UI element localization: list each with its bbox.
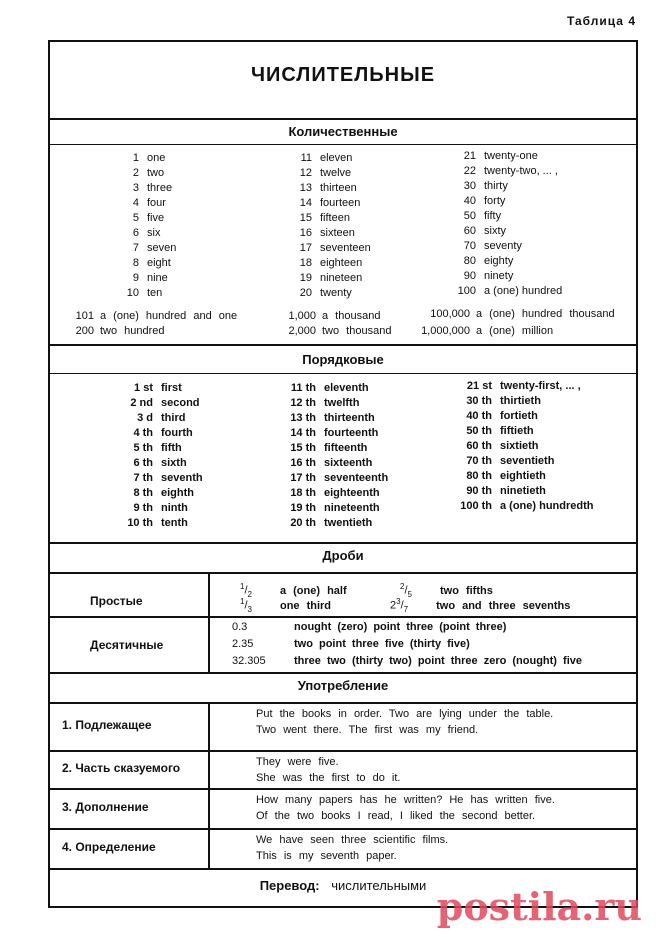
number-row <box>434 225 506 237</box>
number-value: 1 st <box>134 382 153 394</box>
usage-example: How many papers has he written? He has written five. <box>256 794 555 806</box>
number-value: 50 <box>463 210 476 222</box>
number-row <box>274 257 362 269</box>
number-row <box>430 440 539 452</box>
number-word: sixteenth <box>324 457 373 469</box>
number-value: 22 <box>463 165 476 177</box>
number-word: two hundred <box>100 325 165 337</box>
fraction-row <box>390 597 570 614</box>
usage-example: Of the two books I read, I liked the second better. <box>256 810 536 822</box>
number-row <box>270 427 378 439</box>
decimal-value: 32.305 <box>232 655 266 667</box>
fraction-numerator: 1 <box>240 582 245 591</box>
decimal-word: two point three five (thirty five) <box>294 638 470 650</box>
number-value: 17 <box>299 242 312 254</box>
number-row <box>105 397 200 409</box>
fraction-row <box>240 597 331 614</box>
fraction-slash: / <box>244 599 248 612</box>
divider <box>50 344 636 346</box>
number-row <box>430 380 581 392</box>
number-value: 14 th <box>290 427 316 439</box>
number-value: 1 <box>132 152 139 164</box>
number-word: five <box>147 212 165 224</box>
number-value: 9 th <box>133 502 153 514</box>
number-value: 21 <box>463 150 476 162</box>
number-word: thirtieth <box>500 395 541 407</box>
number-value: 70 <box>463 240 476 252</box>
decimal-value: 0.3 <box>232 621 248 633</box>
number-word: eleventh <box>324 382 369 394</box>
number-value: 4 <box>132 197 139 209</box>
number-value: 70 th <box>466 455 492 467</box>
number-row <box>434 285 562 297</box>
number-row <box>430 455 554 467</box>
watermark-logo: postila.ru <box>436 884 642 929</box>
fraction-word: two fifths <box>439 584 493 597</box>
number-word: sixty <box>484 225 506 237</box>
number-word: fifteen <box>320 212 350 224</box>
number-word: seventy <box>484 240 522 252</box>
translation-label: Перевод: <box>259 878 320 893</box>
number-value: 20 th <box>290 517 316 529</box>
divider <box>50 373 636 374</box>
number-value: 15 th <box>290 442 316 454</box>
number-value: 5 <box>132 212 139 224</box>
fraction-denominator: 3 <box>247 604 252 614</box>
number-word: a (one) hundred thousand <box>476 308 615 320</box>
number-row <box>105 242 176 254</box>
number-row <box>270 502 380 514</box>
number-word: twelfth <box>324 397 360 409</box>
number-word: seven <box>147 242 177 254</box>
number-row <box>274 212 350 224</box>
number-row <box>274 197 360 209</box>
number-value: 30 <box>463 180 476 192</box>
section-header-usage: Употребление <box>297 678 389 693</box>
fraction-word: a (one) half <box>279 584 347 597</box>
number-word: twenty-first, ... , <box>500 380 581 392</box>
number-value: 40 th <box>466 410 492 422</box>
fraction-numerator: 2 <box>400 582 405 591</box>
number-value: 11 <box>300 152 312 164</box>
number-row <box>274 182 357 194</box>
section-header-cardinal: Количественные <box>288 124 398 139</box>
number-word: tenth <box>161 517 188 529</box>
number-row <box>410 308 615 320</box>
number-value: 19 th <box>290 502 316 514</box>
number-word: two <box>147 167 165 179</box>
number-word: first <box>161 382 182 394</box>
number-row <box>105 487 194 499</box>
number-value: 13 th <box>290 412 316 424</box>
number-row <box>105 197 166 209</box>
fraction-word: two and three sevenths <box>436 599 571 612</box>
divider <box>50 542 636 544</box>
usage-example: Put the books in order. Two are lying under the table. <box>256 708 554 720</box>
number-row <box>434 210 501 222</box>
divider <box>50 616 636 618</box>
number-word: six <box>147 227 161 239</box>
number-value: 30 th <box>466 395 492 407</box>
section-header-ordinal: Порядковые <box>302 352 384 367</box>
number-row <box>434 240 522 252</box>
divider <box>50 750 636 752</box>
number-word: nineteenth <box>324 502 380 514</box>
number-word: thirty <box>484 180 508 192</box>
page-title: ЧИСЛИТЕЛЬНЫЕ <box>250 64 436 86</box>
number-word: thirteen <box>320 182 357 194</box>
numerals-table <box>48 40 638 908</box>
number-value: 5 th <box>133 442 153 454</box>
number-row <box>270 412 375 424</box>
divider <box>50 868 636 870</box>
number-row <box>434 180 508 192</box>
number-row <box>54 325 165 337</box>
number-value: 2 <box>132 167 139 179</box>
number-word: seventeenth <box>324 472 389 484</box>
number-word: third <box>161 412 186 424</box>
number-row <box>274 167 351 179</box>
table-number-label: Таблица 4 <box>566 14 636 28</box>
usage-label: 2. Часть сказуемого <box>62 761 181 775</box>
number-word: sixteen <box>320 227 355 239</box>
number-word: two thousand <box>322 325 392 337</box>
number-value: 6 <box>132 227 139 239</box>
number-word: ninety <box>484 270 514 282</box>
divider <box>208 572 210 672</box>
number-word: fifty <box>484 210 502 222</box>
number-value: 15 <box>299 212 312 224</box>
number-word: fiftieth <box>500 425 534 437</box>
number-row <box>270 487 380 499</box>
number-value: 60 <box>463 225 476 237</box>
usage-example: Two went there. The first was my friend. <box>256 724 479 736</box>
number-row <box>270 382 369 394</box>
number-value: 11 th <box>290 382 316 394</box>
number-word: twenty-one <box>484 150 538 162</box>
fraction-numerator: 3 <box>396 597 401 606</box>
number-row <box>105 442 182 454</box>
number-value: 16 th <box>290 457 316 469</box>
number-value: 100 th <box>460 500 492 512</box>
number-word: fifth <box>161 442 182 454</box>
number-word: ninetieth <box>500 485 546 497</box>
decimal-word: three two (thirty two) point three zero (nought) five <box>294 655 582 667</box>
usage-example: She was the first to do it. <box>256 772 401 784</box>
number-value: 14 <box>299 197 312 209</box>
number-value: 50 th <box>466 425 492 437</box>
number-row <box>105 472 203 484</box>
number-word: twentieth <box>324 517 373 529</box>
number-value: 13 <box>299 182 312 194</box>
number-word: eleven <box>320 152 353 164</box>
number-word: eighteenth <box>324 487 380 499</box>
number-row <box>270 457 372 469</box>
number-word: forty <box>484 195 506 207</box>
number-row <box>105 152 165 164</box>
number-row <box>105 257 171 269</box>
decimal-row <box>232 621 506 633</box>
number-value: 90 <box>463 270 476 282</box>
number-row <box>430 470 546 482</box>
fraction-whole: 2 <box>390 599 397 612</box>
number-value: 4 th <box>133 427 153 439</box>
fractions-simple-label: Простые <box>90 594 143 608</box>
number-row <box>105 517 188 529</box>
number-value: 10 th <box>127 517 153 529</box>
number-word: second <box>161 397 200 409</box>
number-row <box>262 325 391 337</box>
number-value: 100 <box>457 285 476 297</box>
number-value: 9 <box>132 272 139 284</box>
number-word: fourteen <box>320 197 361 209</box>
fraction-slash: / <box>404 584 408 597</box>
number-value: 19 <box>299 272 312 284</box>
number-word: seventh <box>161 472 203 484</box>
number-row <box>274 287 352 299</box>
number-value: 17 th <box>290 472 316 484</box>
number-value: 7 <box>132 242 139 254</box>
number-row <box>105 457 187 469</box>
fraction-denominator: 5 <box>407 589 412 599</box>
decimal-word: nought (zero) point three (point three) <box>294 621 507 633</box>
fraction-slash: / <box>400 599 404 612</box>
number-row <box>430 485 546 497</box>
usage-example: We have seen three scientific films. <box>256 834 449 846</box>
number-row <box>434 270 513 282</box>
number-row <box>274 152 352 164</box>
number-value: 12 th <box>290 397 316 409</box>
number-row <box>430 410 538 422</box>
number-value: 20 <box>299 287 312 299</box>
number-word: eight <box>147 257 171 269</box>
usage-label: 1. Подлежащее <box>62 718 152 732</box>
fractions-decimal-label: Десятичные <box>90 638 164 652</box>
divider <box>50 572 636 574</box>
number-word: one <box>147 152 166 164</box>
number-row <box>105 182 172 194</box>
number-word: seventieth <box>500 455 555 467</box>
fraction-word: one third <box>279 599 332 612</box>
number-row <box>105 212 164 224</box>
number-row <box>105 427 193 439</box>
number-row <box>262 310 380 322</box>
number-row <box>430 500 594 512</box>
number-value: 8 th <box>133 487 153 499</box>
number-value: 1,000 <box>288 310 316 322</box>
number-row <box>430 425 534 437</box>
divider <box>50 144 636 145</box>
number-word: fourteenth <box>324 427 379 439</box>
number-word: nineteen <box>320 272 363 284</box>
divider <box>208 702 210 868</box>
number-row <box>270 397 359 409</box>
divider <box>50 118 636 120</box>
number-row <box>270 472 388 484</box>
number-word: a thousand <box>322 310 381 322</box>
fraction-denominator: 7 <box>403 604 409 614</box>
number-word: eightieth <box>500 470 546 482</box>
number-word: fortieth <box>500 410 538 422</box>
number-word: seventeen <box>320 242 371 254</box>
number-row <box>274 272 362 284</box>
number-row <box>105 382 182 394</box>
number-word: a (one) hundred and one <box>100 310 238 322</box>
number-row <box>105 272 168 284</box>
number-word: three <box>147 182 173 194</box>
number-value: 18 th <box>290 487 316 499</box>
number-value: 200 <box>75 325 94 337</box>
number-word: twenty <box>320 287 352 299</box>
number-row <box>105 412 185 424</box>
number-word: a (one) hundred <box>484 285 563 297</box>
divider <box>50 702 636 704</box>
number-value: 2 nd <box>130 397 153 409</box>
number-word: sixth <box>161 457 187 469</box>
number-word: a (one) million <box>476 325 554 337</box>
number-row <box>434 255 513 267</box>
usage-label: 3. Дополнение <box>62 800 149 814</box>
number-value: 3 d <box>137 412 153 424</box>
number-value: 100,000 <box>430 308 470 320</box>
number-row <box>105 287 162 299</box>
number-word: fourth <box>161 427 193 439</box>
number-row <box>410 325 553 337</box>
number-row <box>434 165 558 177</box>
number-value: 10 <box>126 287 139 299</box>
fraction-denominator: 2 <box>247 589 252 599</box>
number-word: sixtieth <box>500 440 539 452</box>
number-word: ninth <box>161 502 188 514</box>
decimal-row <box>232 638 470 650</box>
decimal-row <box>232 655 582 667</box>
number-value: 16 <box>299 227 312 239</box>
number-value: 8 <box>132 257 139 269</box>
section-header-fractions: Дроби <box>322 548 364 563</box>
number-word: eighty <box>484 255 514 267</box>
number-row <box>105 167 164 179</box>
decimal-value: 2.35 <box>232 638 254 650</box>
number-value: 12 <box>299 167 312 179</box>
number-value: 3 <box>132 182 139 194</box>
number-row <box>434 150 538 162</box>
number-word: twelve <box>320 167 352 179</box>
number-value: 7 th <box>133 472 153 484</box>
number-value: 18 <box>299 257 312 269</box>
number-row <box>105 502 188 514</box>
number-row <box>54 310 237 322</box>
number-row <box>270 517 372 529</box>
number-word: twenty-two, ... , <box>484 165 558 177</box>
number-row <box>430 395 541 407</box>
number-row <box>274 227 355 239</box>
number-word: ten <box>147 287 163 299</box>
number-word: eighth <box>161 487 194 499</box>
number-value: 40 <box>463 195 476 207</box>
number-value: 1,000,000 <box>421 325 470 337</box>
number-word: fifteenth <box>324 442 368 454</box>
number-value: 21 st <box>466 380 492 392</box>
number-value: 2,000 <box>288 325 316 337</box>
number-value: 101 <box>75 310 94 322</box>
usage-label: 4. Определение <box>62 840 156 854</box>
number-value: 80 <box>463 255 476 267</box>
number-word: a (one) hundredth <box>500 500 594 512</box>
number-row <box>270 442 367 454</box>
number-row <box>274 242 371 254</box>
number-value: 60 th <box>466 440 492 452</box>
fraction-numerator: 1 <box>240 597 245 606</box>
number-value: 90 th <box>466 485 492 497</box>
number-word: thirteenth <box>324 412 375 424</box>
usage-example: They were five. <box>256 756 339 768</box>
number-row <box>434 195 505 207</box>
number-row <box>105 227 160 239</box>
number-word: nine <box>147 272 168 284</box>
number-value: 6 th <box>133 457 153 469</box>
translation-value: числительными <box>331 878 427 893</box>
number-word: eighteen <box>320 257 363 269</box>
divider <box>50 828 636 830</box>
usage-example: This is my seventh paper. <box>256 850 397 862</box>
fraction-slash: / <box>244 584 248 597</box>
number-value: 80 th <box>466 470 492 482</box>
number-word: four <box>147 197 166 209</box>
divider <box>50 672 636 674</box>
divider <box>50 788 636 790</box>
